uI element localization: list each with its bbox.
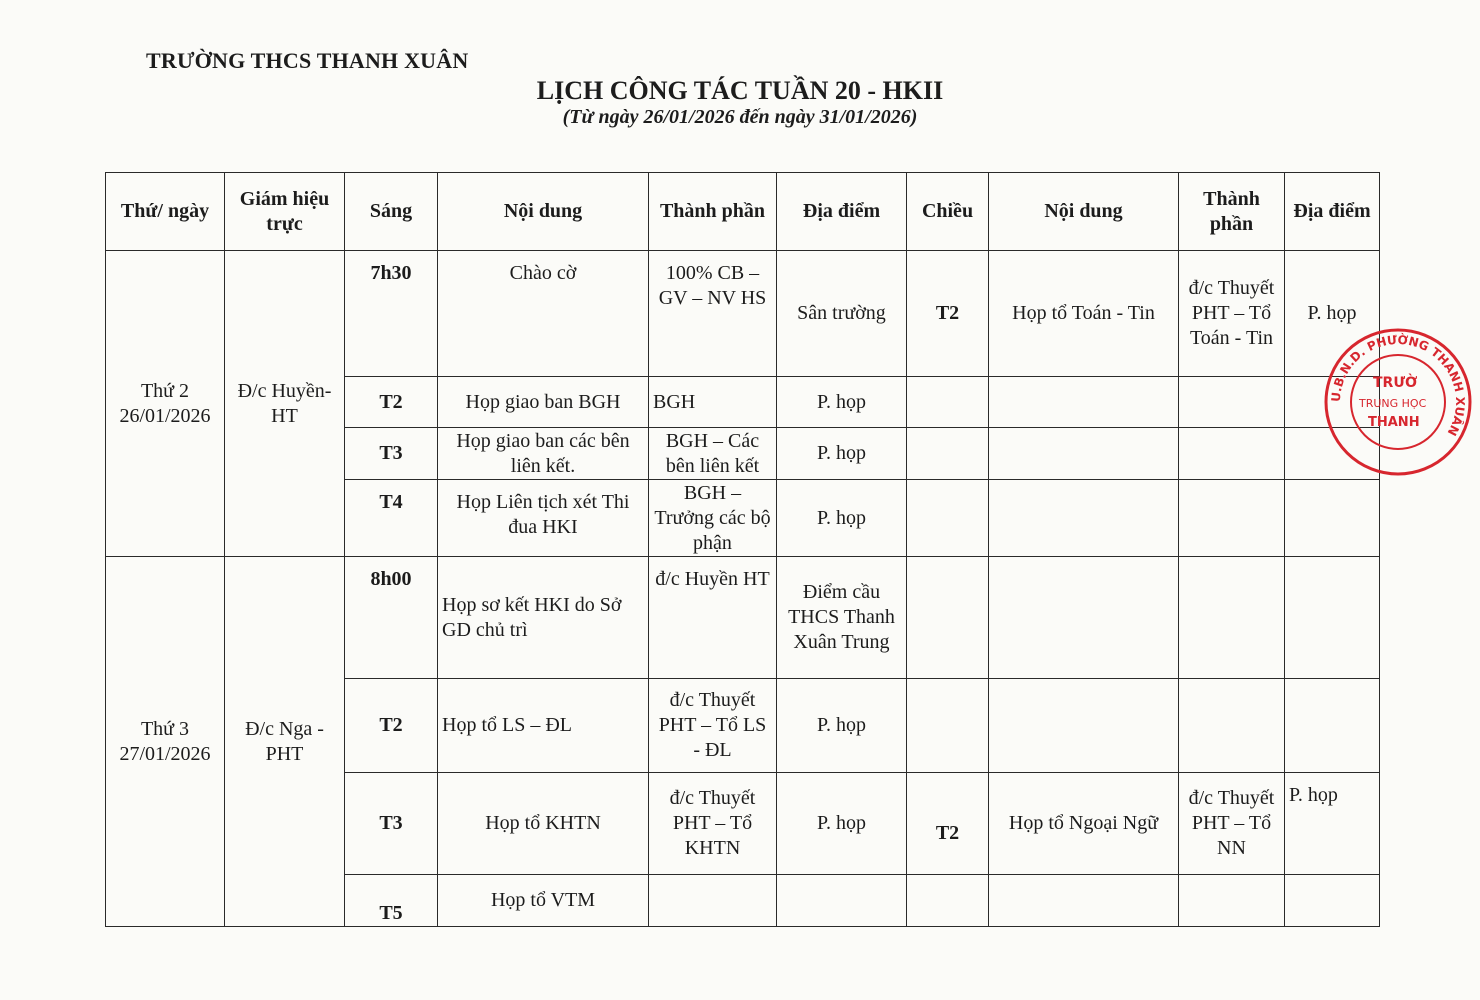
pm-members-cell: đ/c Thuyết PHT – Tổ Toán - Tin <box>1179 251 1285 377</box>
duty-cell: Đ/c Huyền- HT <box>225 251 345 557</box>
time-cell: T4 <box>345 480 438 557</box>
seal-center-1: TRƯỜ <box>1373 375 1418 391</box>
pm-place-cell <box>1285 679 1380 773</box>
pm-time-cell <box>907 875 989 927</box>
pm-content-cell: Họp tổ Ngoại Ngữ <box>989 773 1179 875</box>
place-cell: P. họp <box>777 377 907 428</box>
pm-place-cell: P. họp <box>1285 251 1380 377</box>
table-row <box>106 557 1380 679</box>
pm-content-cell <box>989 875 1179 927</box>
col-am-place: Địa điểm <box>777 173 907 251</box>
pm-members-cell <box>1179 480 1285 557</box>
col-morning: Sáng <box>345 173 438 251</box>
pm-time-cell: T2 <box>907 251 989 377</box>
table-row <box>106 251 1380 377</box>
content-cell: Họp tổ KHTN <box>438 773 649 875</box>
school-name: TRƯỜNG THCS THANH XUÂN <box>146 48 469 73</box>
members-cell: đ/c Thuyết PHT – Tổ LS - ĐL <box>649 679 777 773</box>
col-am-members: Thành phần <box>649 173 777 251</box>
members-cell: BGH – Các bên liên kết <box>649 428 777 480</box>
seal-ring-text: U.B.N.D. PHƯỜNG THANH XUÂN <box>1328 332 1468 439</box>
content-cell: Họp giao ban BGH <box>438 377 649 428</box>
col-pm-content: Nội dung <box>989 173 1179 251</box>
pm-time-cell: T2 <box>907 773 989 875</box>
pm-content-cell <box>989 679 1179 773</box>
pm-place-cell <box>1285 557 1380 679</box>
place-cell: P. họp <box>777 480 907 557</box>
pm-time-cell <box>907 679 989 773</box>
seal-center-3: THANH <box>1368 415 1420 430</box>
pm-members-cell <box>1179 377 1285 428</box>
pm-time-cell <box>907 428 989 480</box>
time-cell: T3 <box>345 428 438 480</box>
pm-members-cell <box>1179 679 1285 773</box>
pm-time-cell <box>907 480 989 557</box>
content-cell: Họp sơ kết HKI do Sở GD chủ trì <box>438 557 649 679</box>
pm-place-cell: P. họp <box>1285 773 1380 875</box>
pm-members-cell <box>1179 428 1285 480</box>
pm-members-cell <box>1179 875 1285 927</box>
pm-content-cell: Họp tổ Toán - Tin <box>989 251 1179 377</box>
content-cell: Họp tổ LS – ĐL <box>438 679 649 773</box>
content-cell: Chào cờ <box>438 251 649 377</box>
school-seal <box>1323 327 1473 477</box>
pm-time-cell <box>907 377 989 428</box>
pm-content-cell <box>989 557 1179 679</box>
schedule-table <box>105 172 1380 927</box>
content-cell: Họp Liên tịch xét Thi đua HKI <box>438 480 649 557</box>
time-cell: 7h30 <box>345 251 438 377</box>
members-cell: 100% CB – GV – NV HS <box>649 251 777 377</box>
col-am-content: Nội dung <box>438 173 649 251</box>
duty-cell: Đ/c Nga - PHT <box>225 557 345 927</box>
pm-content-cell <box>989 428 1179 480</box>
content-cell: Họp giao ban các bên liên kết. <box>438 428 649 480</box>
pm-members-cell: đ/c Thuyết PHT – Tổ NN <box>1179 773 1285 875</box>
seal-graphic <box>1323 327 1473 477</box>
time-cell: 8h00 <box>345 557 438 679</box>
pm-time-cell <box>907 557 989 679</box>
time-cell: T2 <box>345 377 438 428</box>
col-afternoon: Chiều <box>907 173 989 251</box>
members-cell: BGH – Trưởng các bộ phận <box>649 480 777 557</box>
place-cell: P. họp <box>777 773 907 875</box>
header-row <box>106 173 1380 251</box>
day-cell: Thứ 3 27/01/2026 <box>106 557 225 927</box>
members-cell: đ/c Thuyết PHT – Tổ KHTN <box>649 773 777 875</box>
col-pm-members: Thành phần <box>1179 173 1285 251</box>
content-cell: Họp tổ VTM <box>438 875 649 927</box>
page-subtitle: (Từ ngày 26/01/2026 đến ngày 31/01/2026) <box>562 106 918 128</box>
members-cell <box>649 875 777 927</box>
time-cell: T3 <box>345 773 438 875</box>
col-day: Thứ/ ngày <box>106 173 225 251</box>
place-cell: P. họp <box>777 428 907 480</box>
place-cell: Điểm cầu THCS Thanh Xuân Trung <box>777 557 907 679</box>
pm-place-cell <box>1285 480 1380 557</box>
col-duty: Giám hiệu trực <box>225 173 345 251</box>
pm-members-cell <box>1179 557 1285 679</box>
place-cell: Sân trường <box>777 251 907 377</box>
pm-place-cell <box>1285 875 1380 927</box>
members-cell: BGH <box>649 377 777 428</box>
pm-content-cell <box>989 377 1179 428</box>
page-title: LỊCH CÔNG TÁC TUẦN 20 - HKII <box>536 76 944 105</box>
time-cell: T2 <box>345 679 438 773</box>
place-cell <box>777 875 907 927</box>
seal-center-2: TRUNG HỌC <box>1359 397 1427 410</box>
members-cell: đ/c Huyền HT <box>649 557 777 679</box>
col-pm-place: Địa điểm <box>1285 173 1380 251</box>
pm-content-cell <box>989 480 1179 557</box>
place-cell: P. họp <box>777 679 907 773</box>
time-cell: T5 <box>345 875 438 927</box>
day-cell: Thứ 2 26/01/2026 <box>106 251 225 557</box>
